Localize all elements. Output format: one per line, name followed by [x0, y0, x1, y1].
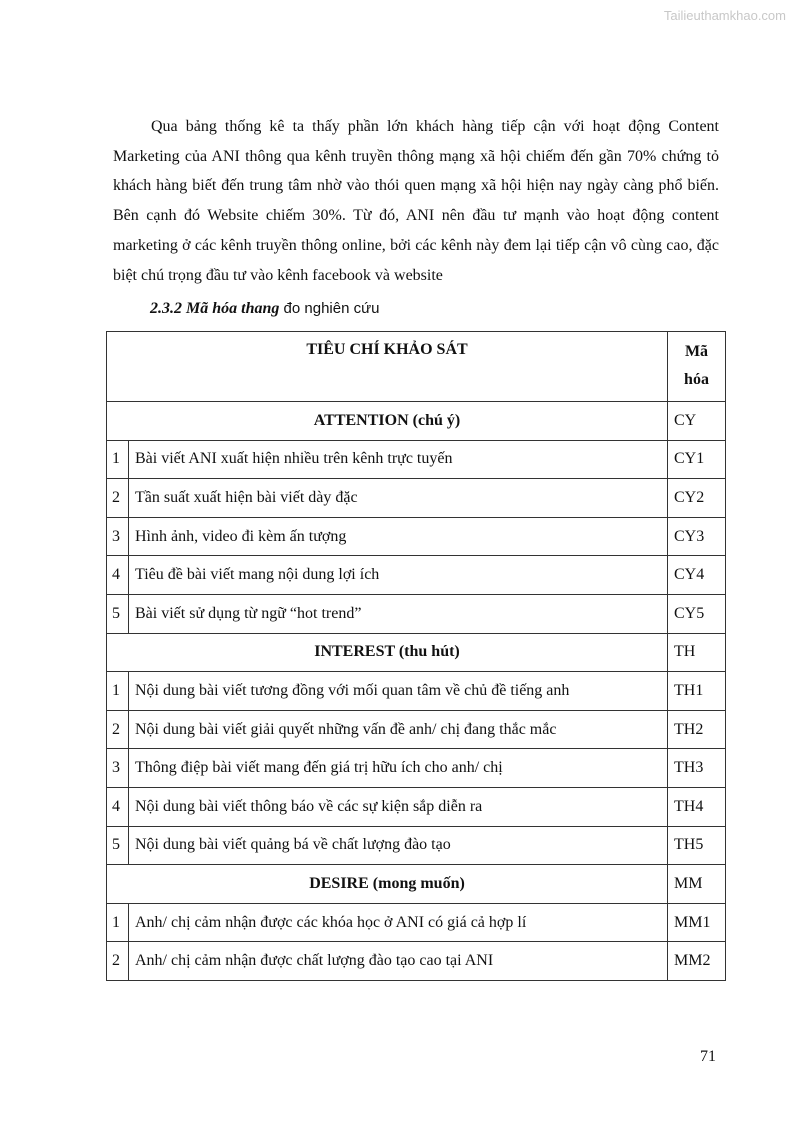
header-code [668, 332, 726, 402]
section-code: CY [668, 402, 726, 441]
item-number: 5 [107, 594, 129, 633]
item-number: 2 [107, 710, 129, 749]
item-text: Nội dung bài viết thông báo về các sự kiện sắp diễn ra [129, 787, 668, 826]
item-text: Anh/ chị cảm nhận được các khóa học ở ANI có giá cả hợp lí [129, 903, 668, 942]
table-row [107, 517, 726, 556]
item-code: CY4 [668, 556, 726, 595]
item-code: TH3 [668, 749, 726, 788]
item-code: MM2 [668, 942, 726, 981]
table-row [107, 556, 726, 595]
header-code-line1: Mã [684, 343, 709, 360]
item-number: 4 [107, 787, 129, 826]
watermark-text: Tailieuthamkhao.com [663, 8, 786, 23]
item-number: 3 [107, 749, 129, 788]
table-header-row [107, 332, 726, 402]
item-number: 5 [107, 826, 129, 865]
section-code: MM [668, 865, 726, 904]
item-text: Hình ảnh, video đi kèm ấn tượng [129, 517, 668, 556]
table-row [107, 479, 726, 518]
survey-coding-table [106, 331, 726, 981]
item-code: TH5 [668, 826, 726, 865]
section-name: ATTENTION (chú ý) [107, 402, 668, 441]
table-row [107, 672, 726, 711]
item-code: TH2 [668, 710, 726, 749]
item-text: Nội dung bài viết tương đồng với mối quan tâm về chủ đề tiếng anh [129, 672, 668, 711]
page-number: 71 [700, 1048, 716, 1065]
item-text: Tiêu đề bài viết mang nội dung lợi ích [129, 556, 668, 595]
body-paragraph: Qua bảng thống kê ta thấy phần lớn khách hàng tiếp cận với hoạt động Content Marketing của ANI thông qua kênh truyền thông mạng xã hội chiếm đến gần 70% chứng tỏ khách hàng biết đến trung tâm nhờ vào thói quen mạng xã hội hiện nay ngày càng phổ biến. Bên cạnh đó Website chiếm 30%. Từ đó, ANI nên đầu tư mạnh vào hoạt động content marketing ở các kênh truyền thông online, bởi các kênh này đem lại tiếp cận vô cùng cao, đặc biệt chú trọng đầu tư vào kênh facebook và website [113, 118, 719, 284]
table-row [107, 594, 726, 633]
item-number: 2 [107, 479, 129, 518]
item-number: 1 [107, 672, 129, 711]
item-code: TH1 [668, 672, 726, 711]
table-row [107, 440, 726, 479]
table-row [107, 826, 726, 865]
item-text: Bài viết sử dụng từ ngữ “hot trend” [129, 594, 668, 633]
section-heading-title: đo nghiên cứu [279, 300, 380, 317]
section-row [107, 865, 726, 904]
item-text: Tần suất xuất hiện bài viết dày đặc [129, 479, 668, 518]
section-heading [150, 300, 380, 318]
item-number: 4 [107, 556, 129, 595]
section-name: DESIRE (mong muốn) [107, 865, 668, 904]
section-code: TH [668, 633, 726, 672]
header-criteria: TIÊU CHÍ KHẢO SÁT [107, 332, 668, 402]
item-text: Nội dung bài viết giải quyết những vấn đề anh/ chị đang thắc mắc [129, 710, 668, 749]
item-text: Anh/ chị cảm nhận được chất lượng đào tạo cao tại ANI [129, 942, 668, 981]
item-code: CY5 [668, 594, 726, 633]
item-code: CY3 [668, 517, 726, 556]
item-code: CY1 [668, 440, 726, 479]
section-row [107, 633, 726, 672]
table-row [107, 942, 726, 981]
item-number: 1 [107, 440, 129, 479]
section-name: INTEREST (thu hút) [107, 633, 668, 672]
table-row [107, 749, 726, 788]
section-heading-number: 2.3.2 Mã hóa thang [150, 300, 280, 317]
item-code: CY2 [668, 479, 726, 518]
item-text: Thông điệp bài viết mang đến giá trị hữu ích cho anh/ chị [129, 749, 668, 788]
table-row [107, 787, 726, 826]
header-code-line2: hóa [684, 371, 709, 388]
table-row [107, 903, 726, 942]
item-number: 3 [107, 517, 129, 556]
item-number: 1 [107, 903, 129, 942]
item-text: Bài viết ANI xuất hiện nhiều trên kênh trực tuyến [129, 440, 668, 479]
item-number: 2 [107, 942, 129, 981]
item-code: TH4 [668, 787, 726, 826]
table-row [107, 710, 726, 749]
section-row [107, 402, 726, 441]
item-text: Nội dung bài viết quảng bá về chất lượng đào tạo [129, 826, 668, 865]
item-code: MM1 [668, 903, 726, 942]
